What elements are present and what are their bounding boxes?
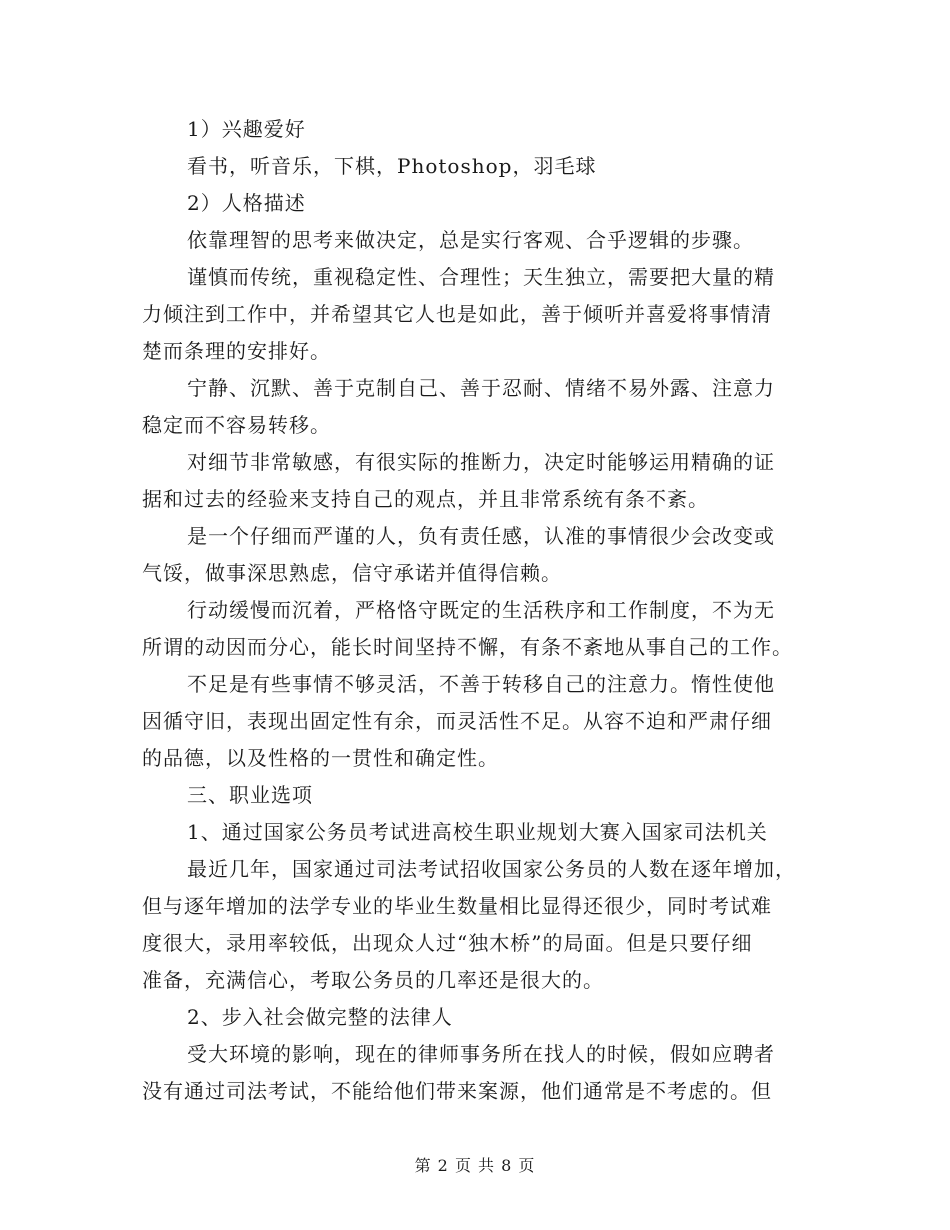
text-line: 行动缓慢而沉着，严格恪守既定的生活秩序和工作制度，不为无 [187, 598, 775, 622]
text-line: 没有通过司法考试，不能给他们带来案源，他们通常是不考虑的。但 [142, 1079, 772, 1103]
document-body [142, 111, 810, 1110]
text-line: 但与逐年增加的法学专业的毕业生数量相比显得还很少，同时考试难 [142, 894, 772, 918]
text-line: 1）兴趣爱好 [187, 117, 306, 141]
text-line: 的品德，以及性格的一贯性和确定性。 [142, 746, 499, 770]
subsection-heading: 1、通过国家公务员考试进高校生职业规划大赛入国家司法机关 [187, 820, 768, 844]
text-line: 楚而条理的安排好。 [142, 339, 331, 363]
text-line: 稳定而不容易转移。 [142, 413, 331, 437]
text-line: 是一个仔细而严谨的人，负有责任感，认准的事情很少会改变或 [187, 524, 775, 548]
text-line: 因循守旧，表现出固定性有余，而灵活性不足。从容不迫和严肃仔细 [142, 709, 772, 733]
text-line: 准备，充满信心，考取公务员的几率还是很大的。 [142, 968, 604, 992]
text-line: 力倾注到工作中，并希望其它人也是如此，善于倾听并喜爱将事情清 [142, 302, 772, 326]
page-number-footer: 第 2 页 共 8 页 [414, 1156, 536, 1175]
text-line: 对细节非常敏感，有很实际的推断力，决定时能够运用精确的证 [187, 450, 775, 474]
text-line: 最近几年，国家通过司法考试招收国家公务员的人数在逐年增加， [187, 857, 796, 881]
text-line: 度很大，录用率较低，出现众人过“独木桥”的局面。但是只要仔细 [142, 931, 753, 955]
text-line: 受大环境的影响，现在的律师事务所在找人的时候，假如应聘者 [187, 1042, 775, 1066]
subsection-heading: 2、步入社会做完整的法律人 [187, 1005, 453, 1029]
text-line: 据和过去的经验来支持自己的观点，并且非常系统有条不紊。 [142, 487, 709, 511]
text-line: 2）人格描述 [187, 191, 306, 215]
text-line: 宁静、沉默、善于克制自己、善于忍耐、情绪不易外露、注意力 [187, 376, 775, 400]
section-heading: 三、职业选项 [187, 783, 313, 807]
text-line: 依靠理智的思考来做决定，总是实行客观、合乎逻辑的步骤。 [187, 228, 754, 252]
text-line: 气馁，做事深思熟虑，信守承诺并值得信赖。 [142, 561, 562, 585]
text-line: 所谓的动因而分心，能长时间坚持不懈，有条不紊地从事自己的工作。 [142, 635, 793, 659]
text-line: 谨慎而传统，重视稳定性、合理性；天生独立，需要把大量的精 [187, 265, 775, 289]
text-line: 不足是有些事情不够灵活，不善于转移自己的注意力。惰性使他 [187, 672, 775, 696]
text-line: 看书，听音乐，下棋，Photoshop，羽毛球 [187, 154, 597, 178]
